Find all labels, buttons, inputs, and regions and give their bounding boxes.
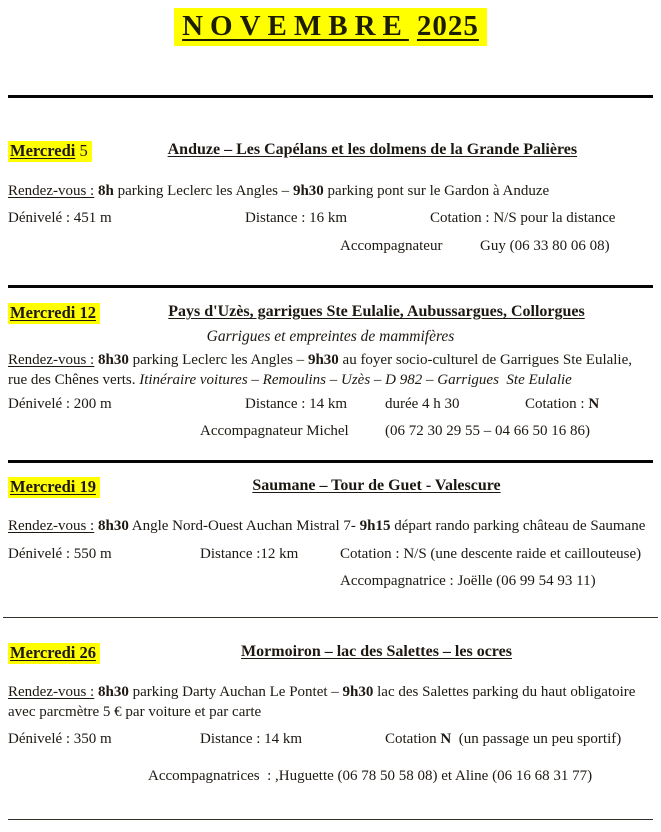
hike-section-header	[8, 303, 653, 324]
text-segment: Angle Nord-Ouest Auchan Mistral 7-	[128, 518, 360, 534]
month-word: NOVEMBRE	[182, 10, 409, 42]
text-segment: parking pont sur le Gardon à Anduze	[323, 183, 550, 199]
elevation-stat: Dénivelé : 451 m	[8, 210, 112, 226]
text-segment: Mercredi 26	[10, 643, 96, 662]
text-segment: au foyer socio-culturel de Garrigues Ste Eulalie, rue des Chênes verts.	[8, 352, 636, 388]
text-segment: 8h30	[97, 352, 129, 368]
hike-section-header	[8, 643, 653, 664]
stats-row	[8, 210, 653, 230]
month-title	[174, 8, 487, 46]
guide-row	[8, 238, 653, 258]
distance-stat: Distance : 14 km	[245, 396, 348, 412]
elevation-stat: Dénivelé : 350 m	[8, 731, 112, 747]
text-segment: Mercredi 19	[10, 477, 96, 496]
guide-label: Accompagnateur Michel	[200, 423, 349, 439]
text-segment: lac des Salettes parking du haut obligatoire avec parcmètre 5 € par voiture et par carte	[8, 684, 640, 720]
stats-row	[8, 731, 653, 751]
text-segment: 8h	[97, 183, 114, 199]
rendezvous-line	[8, 682, 653, 722]
text-segment: Cotation : N/S pour la distance	[430, 210, 616, 226]
text-segment: 9h15	[359, 518, 391, 534]
text-segment: Cotation :	[525, 396, 589, 412]
hike-subtitle: Garrigues et empreintes de mammifères	[206, 328, 455, 345]
guide-phone: (06 72 30 29 55 – 04 66 50 16 86)	[385, 423, 590, 439]
rendezvous-line	[8, 516, 653, 536]
guide-line: Accompagnatrice : Joëlle (06 99 54 93 11)	[340, 573, 596, 589]
year-word: 2025	[416, 10, 479, 42]
month-title-row	[0, 8, 661, 46]
text-segment: Rendez-vous :	[8, 183, 95, 199]
guide-row	[8, 573, 653, 593]
day-label	[8, 643, 100, 664]
text-segment: Cotation : N/S (une descente raide et caillouteuse)	[340, 546, 642, 562]
text-segment: 9h30	[342, 684, 374, 700]
guide-row	[8, 768, 653, 788]
hike-section-header	[8, 141, 653, 162]
section-divider	[8, 819, 653, 820]
text-segment: 5	[75, 141, 88, 160]
rating-stat	[340, 546, 641, 563]
rating-stat	[430, 210, 615, 227]
rating-stat	[525, 396, 599, 413]
guide-phone: Guy (06 33 80 06 08)	[480, 238, 610, 254]
hike-title: Mormoiron – lac des Salettes – les ocres	[241, 643, 512, 660]
text-segment: Rendez-vous :	[8, 518, 95, 534]
section-divider	[8, 285, 653, 288]
text-segment: parking Darty Auchan Le Pontet –	[128, 684, 343, 700]
rating-stat	[385, 731, 621, 748]
text-segment: parking Leclerc les Angles –	[128, 352, 308, 368]
stats-row	[8, 396, 653, 416]
duration-stat: durée 4 h 30	[385, 396, 460, 412]
guide-row	[8, 423, 653, 443]
section-divider	[3, 617, 658, 618]
rendezvous-line	[8, 181, 653, 201]
text-segment: (un passage un peu sportif)	[451, 731, 622, 747]
distance-stat: Distance : 14 km	[200, 731, 303, 747]
text-segment: N	[588, 396, 600, 412]
text-segment: parking Leclerc les Angles –	[113, 183, 293, 199]
hike-title: Anduze – Les Capélans et les dolmens de la Grande Palières	[167, 141, 578, 158]
text-segment: 9h30	[307, 352, 339, 368]
section-divider	[8, 460, 653, 463]
elevation-stat: Dénivelé : 200 m	[8, 396, 112, 412]
text-segment: 8h30	[97, 684, 129, 700]
elevation-stat: Dénivelé : 550 m	[8, 546, 112, 562]
guide-line: Accompagnatrices : ,Huguette (06 78 50 58 08) et Aline (06 16 68 31 77)	[148, 768, 593, 784]
text-segment: 8h30	[97, 518, 129, 534]
day-label	[8, 303, 100, 324]
distance-stat: Distance :12 km	[200, 546, 299, 562]
text-segment: Rendez-vous :	[8, 352, 95, 368]
text-segment: Mercredi 12	[10, 303, 96, 322]
hike-title: Pays d'Uzès, garrigues Ste Eulalie, Aubussargues, Collorgues	[168, 303, 585, 320]
day-label	[8, 477, 100, 498]
distance-stat: Distance : 16 km	[245, 210, 348, 226]
text-segment: départ rando parking château de Saumane	[390, 518, 646, 534]
hike-section-header	[8, 477, 653, 498]
text-segment: Rendez-vous :	[8, 684, 95, 700]
guide-label: Accompagnateur	[340, 238, 443, 254]
text-segment: Mercredi	[10, 141, 76, 160]
text-segment: 9h30	[292, 183, 324, 199]
text-segment: Itinéraire voitures – Remoulins – Uzès – D 982 – Garrigues Ste Eulalie	[139, 372, 572, 388]
rendezvous-line	[8, 350, 653, 390]
stats-row	[8, 546, 653, 566]
section-divider	[8, 95, 653, 98]
day-label	[8, 141, 92, 162]
text-segment: N	[440, 731, 452, 747]
hike-title: Saumane – Tour de Guet - Valescure	[252, 477, 501, 494]
text-segment: Cotation	[385, 731, 441, 747]
